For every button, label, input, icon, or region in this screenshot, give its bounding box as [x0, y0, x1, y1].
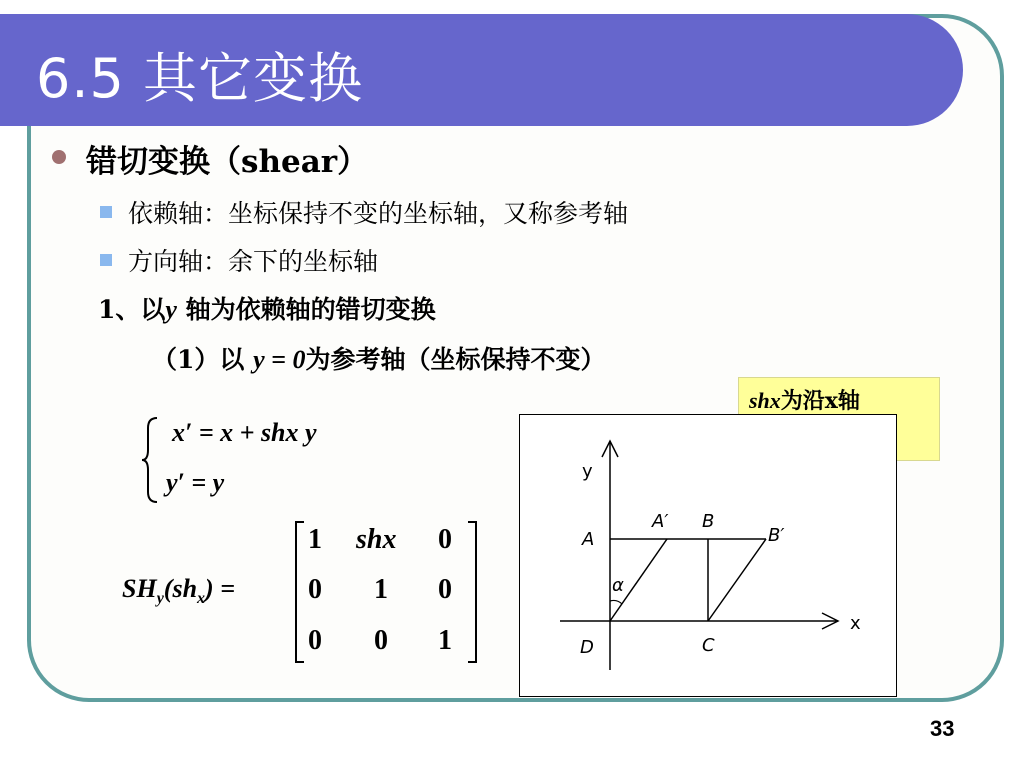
- axis-label-y: y: [582, 461, 593, 482]
- brace-icon: [140, 416, 160, 504]
- matrix-name: SH: [122, 574, 157, 603]
- bullet-shear: 错切变换（shear）: [86, 144, 369, 180]
- point-label-c: C: [702, 635, 715, 656]
- matrix-cell: 0: [308, 574, 322, 605]
- edge-cb-prime: [708, 539, 766, 621]
- point-label-b: B: [702, 511, 715, 532]
- matrix-label: [122, 574, 235, 608]
- matrix-cell: 1: [374, 574, 388, 605]
- point-label-d: D: [580, 637, 594, 658]
- matrix-cell: shx: [356, 524, 397, 555]
- matrix-cell: 0: [308, 625, 322, 656]
- sub-bullet-direction-axis: 方向轴：余下的坐标轴: [128, 247, 379, 276]
- axis-label-x: x: [850, 613, 861, 634]
- equation-x: x′ = x + shx y: [172, 418, 317, 447]
- matrix-subscript: y: [156, 590, 164, 608]
- shear-figure: [519, 414, 897, 697]
- section-heading-prefix: 1、以: [98, 295, 166, 324]
- matrix-cell: 1: [308, 524, 322, 555]
- matrix-cell: 0: [438, 524, 452, 555]
- equation-y: y′ = y: [166, 468, 225, 497]
- point-label-a-prime: A′: [652, 511, 669, 532]
- section-heading-suffix: 轴为依赖轴的错切变换: [176, 295, 436, 324]
- point-label-b-prime: B′: [768, 525, 785, 546]
- matrix-arg-end: ) =: [205, 574, 236, 603]
- square-bullet-icon: [100, 206, 112, 218]
- subsection-suffix: 为参考轴（坐标保持不变）: [305, 345, 606, 374]
- point-label-a: A: [582, 529, 595, 550]
- note-var: shx: [749, 388, 781, 413]
- shear-diagram: [520, 415, 896, 696]
- section-heading-var: y: [165, 295, 177, 324]
- section-heading: [98, 290, 436, 326]
- note-line1: 为沿x轴: [780, 388, 860, 414]
- subsection-condition: y = 0: [253, 345, 306, 374]
- angle-arc: [610, 600, 622, 604]
- matrix-cell: 0: [438, 574, 452, 605]
- matrix-cell: 0: [374, 625, 388, 656]
- sub-bullet-dependent-axis: 依赖轴：坐标保持不变的坐标轴，又称参考轴: [128, 199, 629, 228]
- subsection-heading: [152, 340, 605, 376]
- bullet-icon: [52, 150, 66, 164]
- square-bullet-icon: [100, 254, 112, 266]
- matrix-arg: (sh: [163, 574, 198, 603]
- slide-title: 6.5 其它变换: [36, 47, 364, 110]
- matrix-cell: 1: [438, 625, 452, 656]
- title-band: [0, 14, 963, 126]
- angle-label: α: [612, 575, 624, 596]
- subsection-prefix: （1）以: [152, 345, 254, 374]
- page-number: 33: [930, 716, 955, 741]
- matrix-arg-subscript: x: [197, 590, 206, 608]
